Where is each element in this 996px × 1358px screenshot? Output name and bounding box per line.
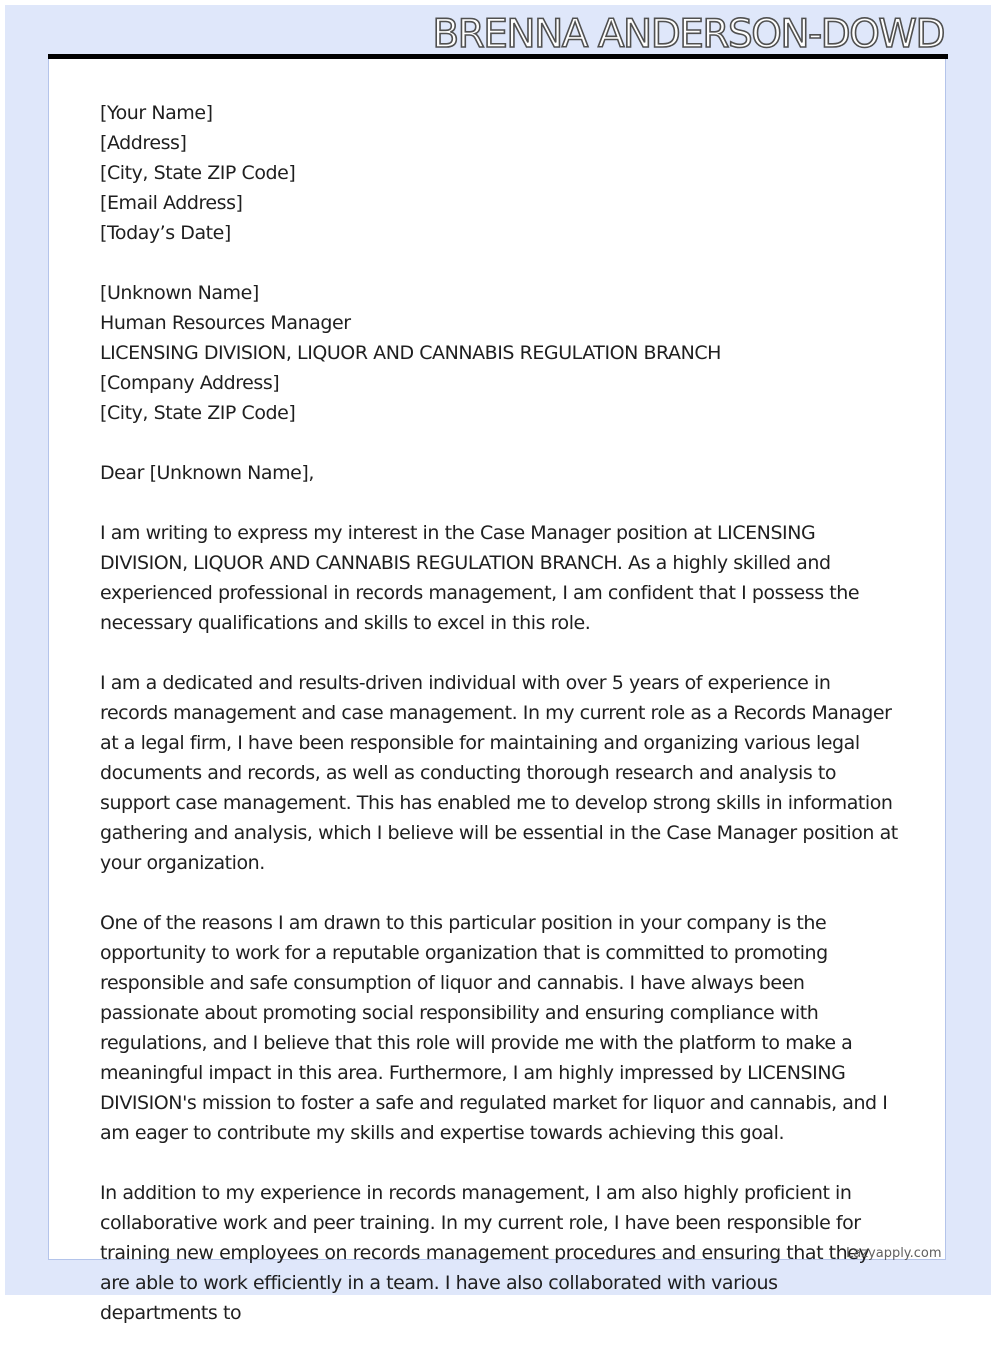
cover-letter-body [100, 98, 900, 1358]
sender-name: [Your Name] [100, 102, 213, 124]
applicant-name-heading: BRENNA ANDERSON-DOWD [432, 12, 944, 57]
body-paragraph-4: In addition to my experience in records management, I am also highly proficient in collaborative work and peer training. In my current role, I have been responsible for training new employees on records management procedures and ensuring that they are able to work efficiently in a team. I have also collaborated with various departments to [100, 1182, 870, 1324]
salutation: Dear [Unknown Name], [100, 462, 314, 484]
sender-block [100, 98, 900, 248]
spacer [100, 248, 900, 278]
sender-email: [Email Address] [100, 192, 243, 214]
body-paragraph-2: I am a dedicated and results-driven individual with over 5 years of experience in records management and case management. In my current role as a Records Manager at a legal firm, I have been responsible for maintaining and organizing various legal documents and records, as well as conducting thorough research and analysis to support case management. This has enabled me to develop strong skills in information gathering and analysis, which I believe will be essential in the Case Manager position at your organization. [100, 672, 898, 874]
recipient-title: Human Resources Manager [100, 312, 351, 334]
recipient-block [100, 278, 900, 428]
recipient-city-state-zip: [City, State ZIP Code] [100, 402, 296, 424]
sender-city-state-zip: [City, State ZIP Code] [100, 162, 296, 184]
watermark: Lazyapply.com [846, 1246, 942, 1261]
spacer [100, 428, 900, 458]
recipient-company: LICENSING DIVISION, LIQUOR AND CANNABIS REGULATION BRANCH [100, 342, 721, 364]
body-paragraph-3: One of the reasons I am drawn to this particular position in your company is the opportunity to work for a reputable organization that is committed to promoting responsible and safe consumption of liquor and cannabis. I have always been passionate about promoting social responsibility and ensuring compliance with regulations, and I believe that this role will provide me with the platform to make a meaningful impact in this area. Furthermore, I am highly impressed by LICENSING DIVISION's mission to foster a safe and regulated market for liquor and cannabis, and I am eager to contribute my skills and expertise towards achieving this goal. [100, 912, 888, 1144]
letter-date: [Today’s Date] [100, 222, 231, 244]
sender-address: [Address] [100, 132, 187, 154]
body-paragraph-1: I am writing to express my interest in the Case Manager position at LICENSING DIVISION, LIQUOR AND CANNABIS REGULATION BRANCH. As a highly skilled and experienced professional in records management, I am confident that I possess the necessary qualifications and skills to excel in this role. [100, 522, 860, 634]
recipient-name: [Unknown Name] [100, 282, 259, 304]
recipient-address: [Company Address] [100, 372, 280, 394]
